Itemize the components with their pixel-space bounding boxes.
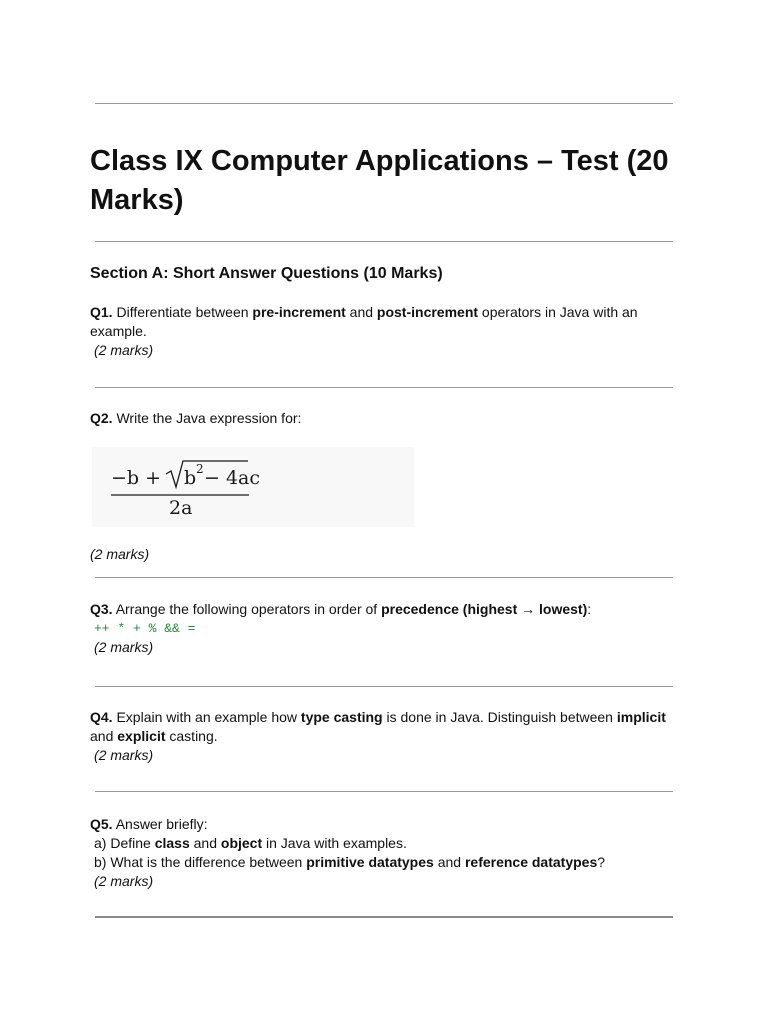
q4-text-part: is done in Java. Distinguish between (382, 709, 617, 725)
q5b-term-reference: reference datatypes (464, 854, 598, 870)
q2-label: Q2. (90, 410, 113, 426)
q2-marks-block (90, 545, 680, 564)
q3-label: Q3. (90, 601, 113, 617)
question-5 (90, 815, 680, 891)
q5-part-b (90, 853, 680, 872)
q5b-term-primitive: primitive datatypes (306, 854, 434, 870)
q5-divider (95, 916, 673, 918)
q5-marks: (2 marks) (94, 873, 154, 889)
q1-text-part: operators in Java with an example. (90, 304, 638, 339)
question-3-text (90, 601, 591, 617)
q2-divider (95, 577, 673, 578)
q1-term-pre-increment: pre-increment (252, 304, 346, 320)
q5a-text-part: a) Define (94, 835, 155, 851)
formula-radicand-rest: − 4ac (204, 467, 261, 489)
formula-radicand-b: b (184, 467, 197, 489)
question-1 (90, 303, 680, 360)
q1-term-post-increment: post-increment (376, 304, 479, 320)
q2-marks: (2 marks) (90, 546, 150, 562)
page-title: Class IX Computer Applications – Test (20 Marks) (90, 145, 669, 216)
q5a-term-object: object (220, 835, 263, 851)
question-1-text (90, 304, 638, 339)
question-3 (90, 600, 680, 657)
q5-text-part: Answer briefly: (112, 816, 208, 832)
formula-denominator: 2a (169, 497, 193, 519)
q2-text: Write the Java expression for: (112, 410, 302, 426)
q5-part-a (90, 834, 680, 853)
q4-label: Q4. (90, 709, 113, 725)
q5b-text-part: and (433, 854, 465, 870)
top-divider (95, 103, 673, 104)
q3-term-highest: precedence (highest (381, 601, 518, 617)
question-5-text (90, 816, 208, 832)
q3-operators-code: ++ * + % && = (94, 621, 196, 636)
q4-term-explicit: explicit (117, 728, 166, 744)
q5-label: Q5. (90, 816, 113, 832)
q1-label: Q1. (90, 304, 113, 320)
section-a-heading: Section A: Short Answer Questions (10 Marks) (90, 265, 443, 282)
q4-divider (95, 791, 673, 792)
q1-marks: (2 marks) (94, 342, 154, 358)
q3-divider (95, 686, 673, 687)
arrow-right-icon: → (517, 601, 540, 617)
q1-text-part: and (345, 304, 377, 320)
formula-numerator-left: −b + (111, 467, 162, 489)
q3-marks: (2 marks) (94, 639, 154, 655)
q5a-text-part: and (189, 835, 221, 851)
quadratic-formula-image (92, 447, 414, 527)
q3-text-part: Arrange the following operators in order of (112, 601, 382, 617)
q4-marks: (2 marks) (94, 747, 154, 763)
q4-text-part: casting. (165, 728, 218, 744)
q4-term-implicit: implicit (616, 709, 666, 725)
q1-divider (95, 387, 673, 388)
q4-text-part: and (90, 728, 118, 744)
q1-text-part: Differentiate between (112, 304, 253, 320)
q4-term-type-casting: type casting (300, 709, 383, 725)
q5b-text-part: ? (597, 854, 606, 870)
question-2 (90, 409, 680, 428)
q4-text-part: Explain with an example how (112, 709, 301, 725)
q5b-text-part: b) What is the difference between (94, 854, 307, 870)
question-4 (90, 708, 680, 765)
q5a-text-part: in Java with examples. (262, 835, 407, 851)
q5a-term-class: class (154, 835, 190, 851)
q3-term-lowest: lowest) (539, 601, 588, 617)
q3-text-part: : (587, 601, 592, 617)
question-4-text (90, 709, 666, 744)
title-divider (95, 241, 673, 242)
formula-exponent: 2 (196, 462, 204, 476)
